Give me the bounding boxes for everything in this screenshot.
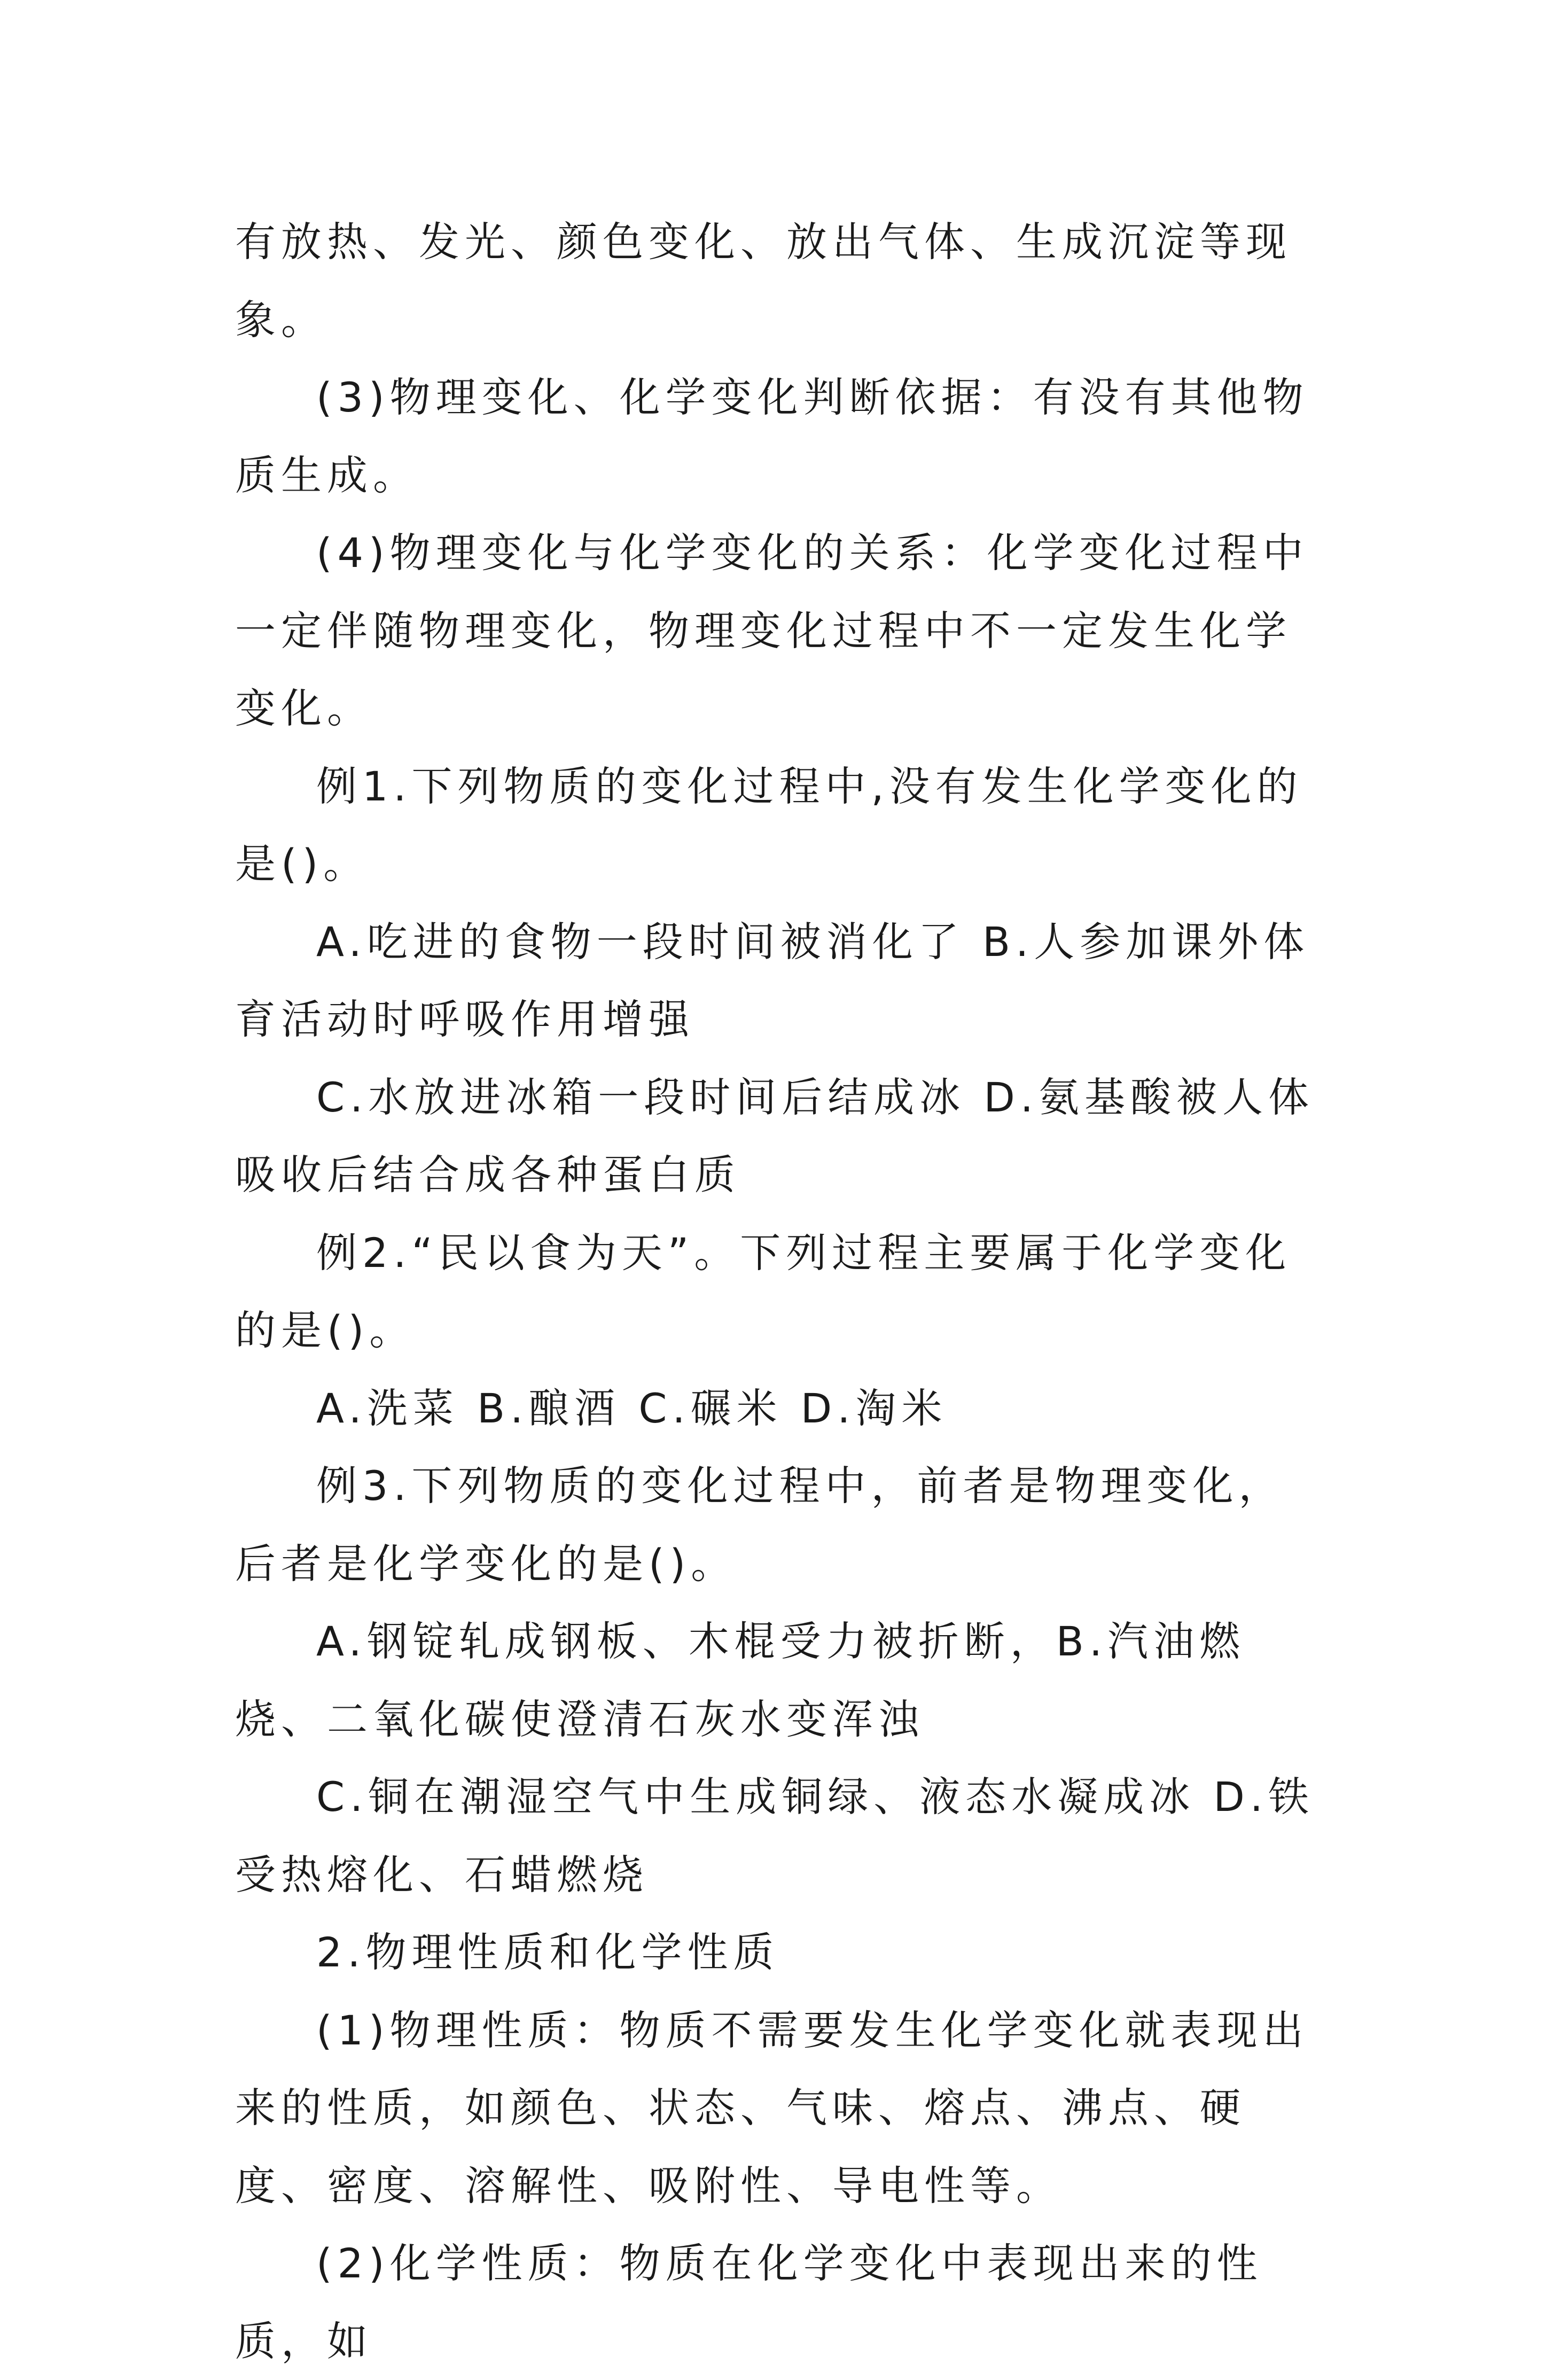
paragraph-judgment-basis: (3)物理变化、化学变化判断依据：有没有其他物质生成。 — [235, 374, 1309, 499]
example-1-options-cd: C.水放进冰箱一段时间后结成冰 D.氨基酸被人体吸收后结合成各种蛋白质 — [235, 1073, 1315, 1199]
example-3-question: 例3.下列物质的变化过程中，前者是物理变化，后者是化学变化的是()。 — [235, 1462, 1285, 1588]
example-1-options-ab: A.吃进的食物一段时间被消化了 B.人参加课外体育活动时呼吸作用增强 — [235, 917, 1310, 1043]
example-2-options: A.洗菜 B.酿酒 C.碾米 D.淘米 — [316, 1384, 948, 1432]
paragraph-relationship: (4)物理变化与化学变化的关系：化学变化过程中一定伴随物理变化，物理变化过程中不一定发生化学变化。 — [235, 529, 1309, 732]
example-2-question: 例2.“民以食为天”。下列过程主要属于化学变化的是()。 — [235, 1228, 1292, 1354]
example-3-options-cd: C.铜在潮湿空气中生成铜绿、液态水凝成冰 D.铁受热熔化、石蜡燃烧 — [235, 1773, 1315, 1899]
document-body — [235, 203, 1319, 2380]
example-3-options-ab: A.钢锭轧成钢板、木棍受力被折断，B.汽油燃烧、二氧化碳使澄清石灰水变浑浊 — [235, 1617, 1246, 1743]
section-heading-properties: 2.物理性质和化学性质 — [316, 1928, 779, 1976]
paragraph-physical-properties: (1)物理性质：物质不需要发生化学变化就表现出来的性质，如颜色、状态、气味、熔点、沸点、硬度、密度、溶解性、吸附性、导电性等。 — [235, 2006, 1309, 2210]
paragraph-chemical-properties: (2)化学性质：物质在化学变化中表现出来的性质，如 — [235, 2239, 1263, 2365]
example-1-question: 例1.下列物质的变化过程中,没有发生化学变化的是()。 — [235, 762, 1303, 888]
paragraph-continuation: 有放热、发光、颜色变化、放出气体、生成沉淀等现象。 — [235, 218, 1292, 344]
